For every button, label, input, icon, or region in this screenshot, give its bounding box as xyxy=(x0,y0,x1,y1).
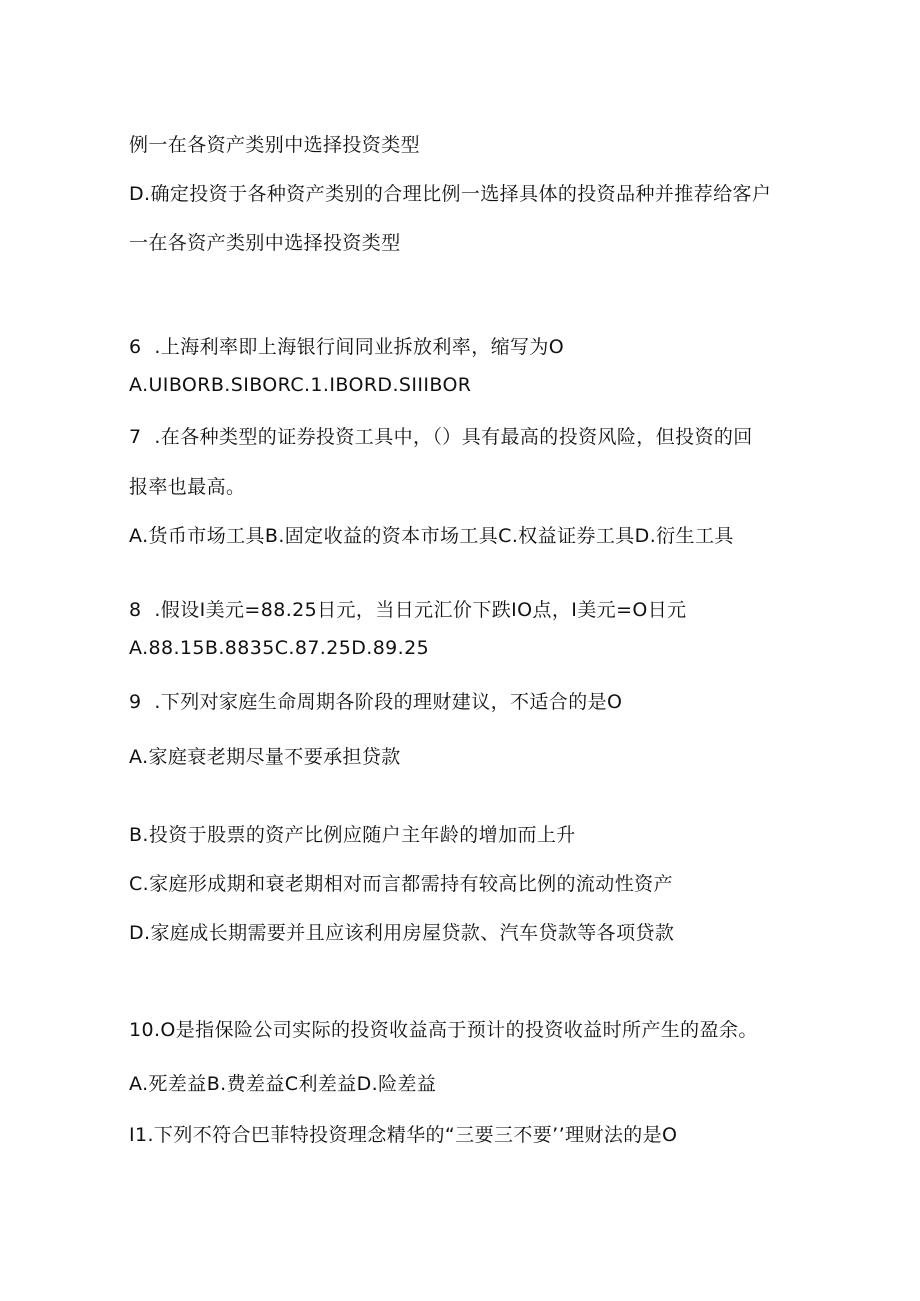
question-6: 6 .上海利率即上海银行间同业拆放利率，缩写为O xyxy=(129,336,565,358)
question-8: 8 .假设I美元=88.25日元，当日元汇价下跌IO点，I美元=O日元 xyxy=(129,599,687,621)
text-line-3: 一在各资产类别中选择投资类型 xyxy=(129,232,401,254)
question-9-option-c: C.家庭形成期和衰老期相对而言都需持有较高比例的流动性资产 xyxy=(129,873,673,895)
text-line-1: 例一在各资产类别中选择投资类型 xyxy=(129,134,421,156)
question-7-continued: 报率也最高。 xyxy=(129,476,246,498)
question-9-option-b: B.投资于股票的资产比例应随户主年龄的增加而上升 xyxy=(129,824,576,846)
text-line-2: D.确定投资于各种资产类别的合理比例一选择具体的投资品种并推荐给客户 xyxy=(129,183,772,205)
question-10-options: A.死差益B.费差益C利差益D.险差益 xyxy=(129,1073,437,1095)
question-9: 9 .下列对家庭生命周期各阶段的理财建议，不适合的是O xyxy=(129,691,623,713)
question-9-option-d: D.家庭成长期需要并且应该利用房屋贷款、汽车贷款等各项贷款 xyxy=(129,922,675,944)
question-6-options: A.UIBORB.SIBORC.1.IBORD.SIIIBOR xyxy=(129,374,472,396)
question-8-options: A.88.15B.8835C.87.25D.89.25 xyxy=(129,637,430,659)
question-10: 10.O是指保险公司实际的投资收益高于预计的投资收益时所产生的盈余。 xyxy=(129,1019,758,1041)
question-7: 7 .在各种类型的证券投资工具中，（）具有最高的投资风险，但投资的回 xyxy=(129,426,753,448)
question-9-option-a: A.家庭衰老期尽量不要承担贷款 xyxy=(129,746,401,768)
question-7-options: A.货币市场工具B.固定收益的资本市场工具C.权益证券工具D.衍生工具 xyxy=(129,525,734,547)
question-11: I1.下列不符合巴菲特投资理念精华的“三要三不要’’理财法的是O xyxy=(129,1124,678,1146)
